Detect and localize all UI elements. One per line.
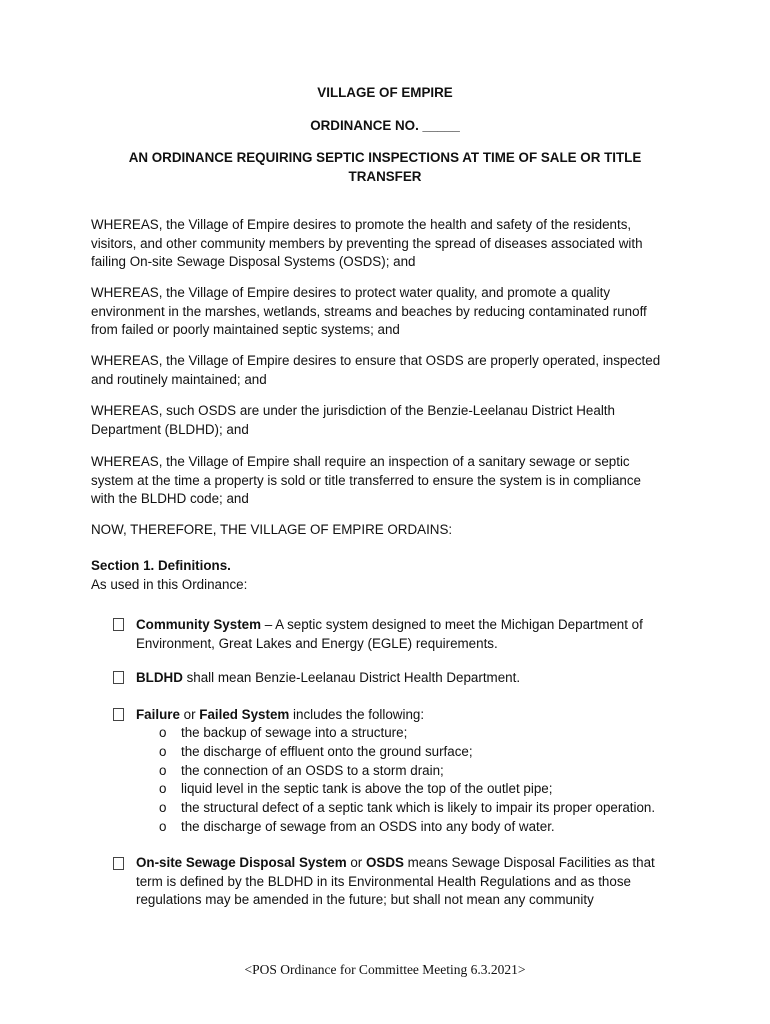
definition-text: means Sewage Disposal Facilities as that [403, 855, 655, 870]
definition-text: term is defined by the BLDHD in its Environmental Health Regulations and as those [136, 873, 631, 889]
text-line: WHEREAS, the Village of Empire desires to ensure that OSDS are properly operated, inspected [91, 353, 661, 368]
now-therefore-line: NOW, THEREFORE, THE VILLAGE OF EMPIRE ORDAINS: [91, 522, 453, 537]
term: Failed System [199, 707, 290, 722]
list-item-text: the structural defect of a septic tank which is likely to impair its proper operation. [181, 800, 656, 816]
whereas-paragraph-1 [91, 216, 681, 272]
ordinance-title-line1: AN ORDINANCE REQUIRING SEPTIC INSPECTIONS AT TIME OF SALE OR TITLE [128, 150, 642, 165]
ordinance-title-line2: TRANSFER [348, 168, 422, 184]
term: OSDS [365, 855, 404, 870]
text-line: WHEREAS, such OSDS are under the jurisdiction of the Benzie-Leelanau District Health [91, 403, 615, 418]
ordinance-title [60, 149, 710, 186]
definition-text: Environment, Great Lakes and Energy (EGLE) requirements. [136, 635, 498, 651]
list-item-text: the discharge of effluent onto the ground surface; [181, 743, 473, 759]
bullet-box-icon [113, 705, 127, 718]
definition-text: regulations may be amended in the future; but shall not mean any community [136, 892, 594, 908]
term: BLDHD [136, 670, 183, 685]
list-item [159, 780, 699, 799]
text-line: with the BLDHD code; and [91, 491, 249, 507]
connector-text: or [346, 855, 366, 870]
term: Failure [136, 707, 180, 722]
definition-text: shall mean Benzie-Leelanau District Health Department. [182, 670, 521, 685]
text-line: WHEREAS, the Village of Empire shall require an inspection of a sanitary sewage or septic [91, 454, 630, 469]
bullet-box-icon [113, 854, 127, 867]
list-item [159, 799, 699, 818]
list-item [159, 762, 699, 781]
whereas-paragraph-5 [91, 453, 681, 509]
circle-bullet-icon: o [159, 781, 167, 797]
bullet-box-icon [113, 668, 127, 681]
whereas-paragraph-4 [91, 402, 681, 439]
circle-bullet-icon: o [159, 725, 167, 740]
term: Community System [136, 617, 262, 632]
connector-text: or [179, 707, 200, 722]
circle-bullet-icon: o [159, 818, 167, 834]
text-line: from failed or poorly maintained septic systems; and [91, 322, 400, 338]
list-item [159, 724, 699, 743]
definition-bldhd [136, 669, 696, 688]
bullet-box-icon [113, 615, 127, 628]
list-item-text: the discharge of sewage from an OSDS into any body of water. [181, 818, 555, 834]
circle-bullet-icon: o [159, 762, 167, 778]
list-item [159, 818, 699, 837]
text-line: WHEREAS, the Village of Empire desires to promote the health and safety of the residents, [91, 217, 632, 232]
list-item [159, 743, 699, 762]
section-heading: Section 1. Definitions. [91, 558, 231, 573]
ordinance-number: ORDINANCE NO. _____ [310, 118, 460, 133]
text-line: system at the time a property is sold or title transferred to ensure the system is in compliance [91, 472, 641, 488]
whereas-paragraph-2 [91, 284, 681, 340]
text-line: failing On-site Sewage Disposal Systems (OSDS); and [91, 254, 416, 270]
text-line: WHEREAS, the Village of Empire desires to protect water quality, and promote a quality [91, 285, 611, 300]
circle-bullet-icon: o [159, 800, 167, 816]
term: On-site Sewage Disposal System [136, 855, 347, 870]
definition-osds [136, 854, 696, 910]
section-1 [91, 557, 681, 594]
text-line: Department (BLDHD); and [91, 421, 249, 437]
text-line: visitors, and other community members by preventing the spread of diseases associated with [91, 235, 643, 251]
definition-community-system [136, 616, 696, 653]
section-intro: As used in this Ordinance: [91, 576, 248, 592]
page-footer: <POS Ordinance for Committee Meeting 6.3.2021> [244, 962, 526, 977]
village-heading: VILLAGE OF EMPIRE [317, 85, 453, 100]
list-item-text: the backup of sewage into a structure; [181, 725, 408, 740]
list-item-text: the connection of an OSDS to a storm drain; [181, 762, 444, 778]
circle-bullet-icon: o [159, 743, 167, 759]
failure-sub-list [159, 724, 699, 837]
whereas-paragraph-3 [91, 352, 681, 389]
list-item-text: liquid level in the septic tank is above the top of the outlet pipe; [181, 781, 553, 797]
definition-text: includes the following: [289, 707, 425, 722]
text-line: environment in the marshes, wetlands, streams and beaches by reducing contaminated runoff [91, 303, 647, 319]
definition-text: – A septic system designed to meet the Michigan Department of [261, 617, 643, 632]
definition-failure [136, 706, 696, 725]
text-line: and routinely maintained; and [91, 371, 267, 387]
